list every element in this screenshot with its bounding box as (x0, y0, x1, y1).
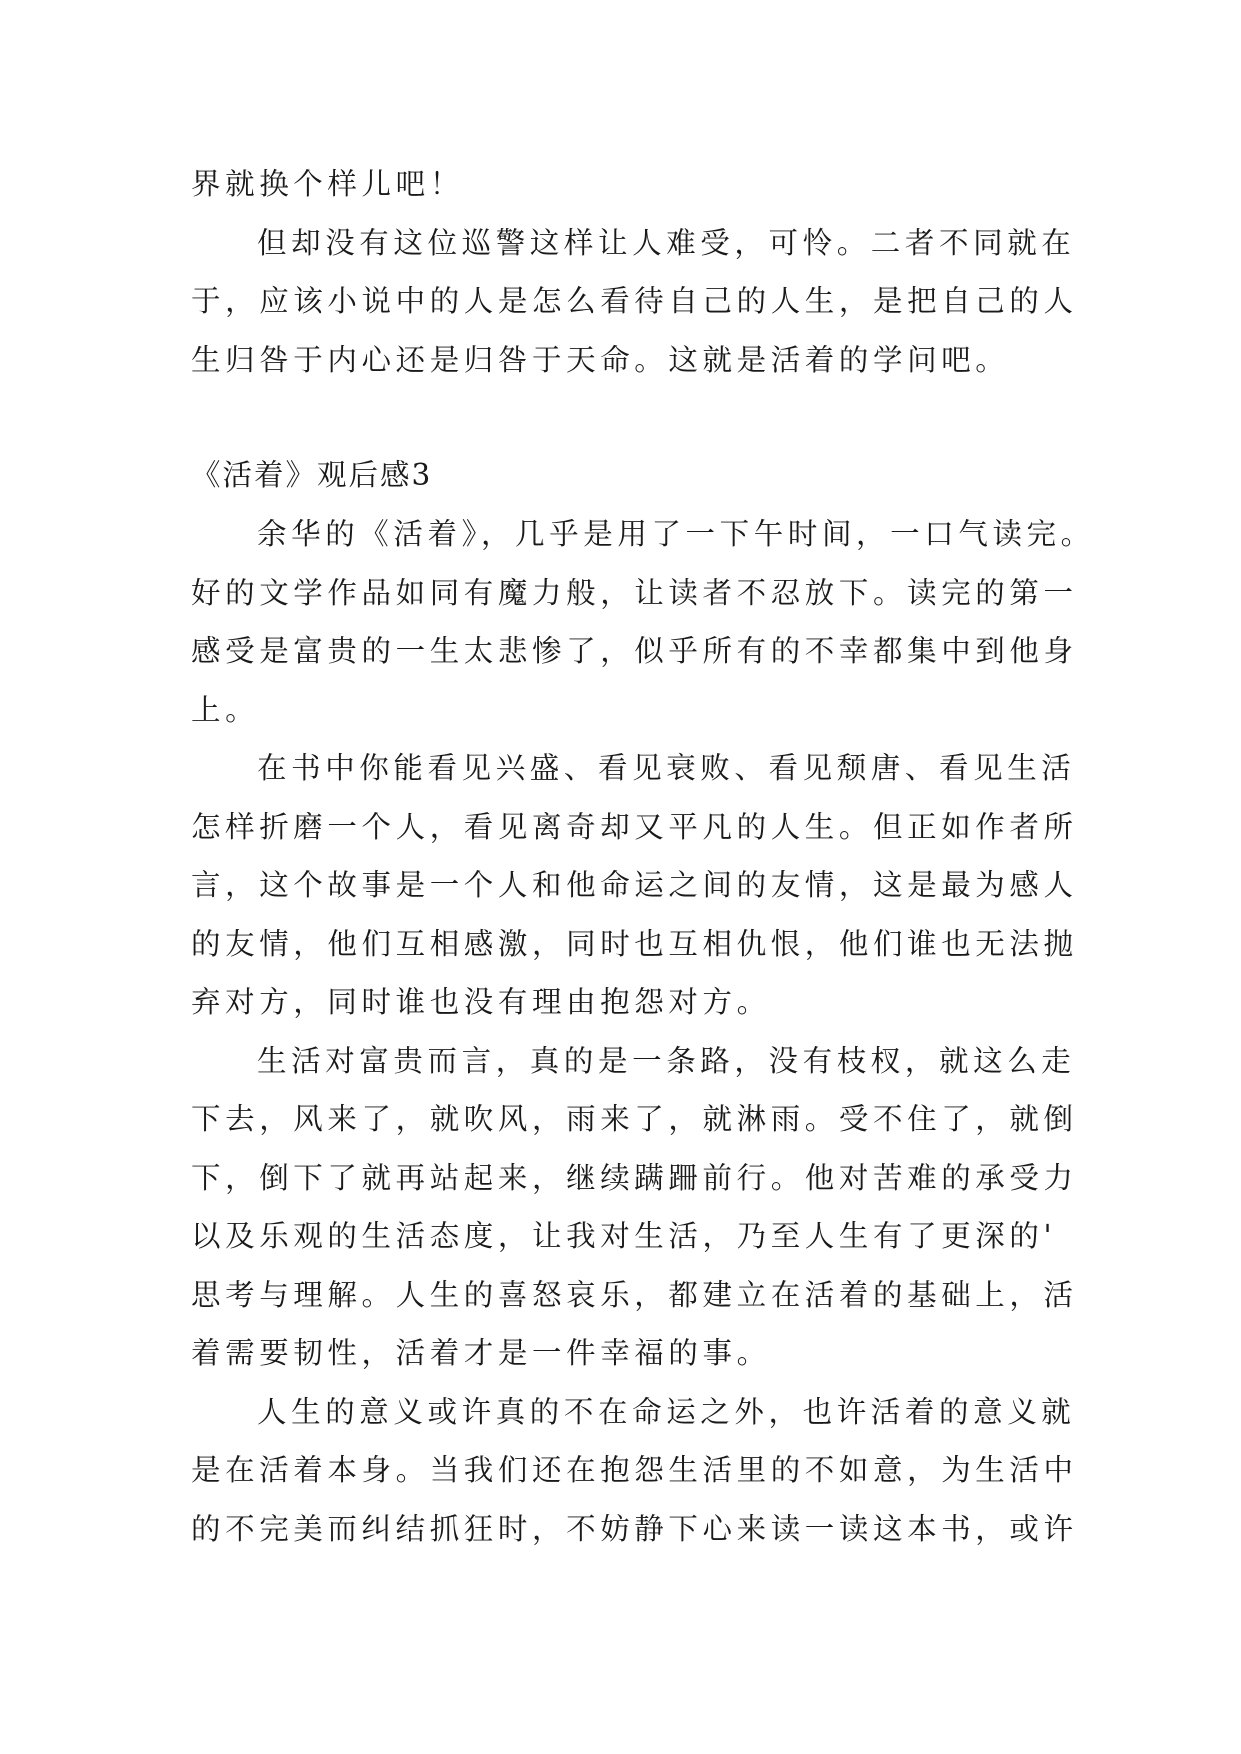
text-line: 下去，风来了，就吹风，雨来了，就淋雨。受不住了，就倒 (191, 1102, 1078, 1136)
section-heading: 《活着》观后感3 (191, 458, 433, 492)
text-line: 但却没有这位巡警这样让人难受，可怜。二者不同就在 (257, 225, 1076, 260)
text-line: 界就换个样儿吧！ (191, 167, 464, 201)
text-line: 生归咎于内心还是归咎于天命。这就是活着的学问吧。 (191, 342, 1010, 377)
text-line: 怎样折磨一个人，看见离奇却又平凡的人生。但正如作者所 (191, 809, 1078, 844)
text-block-top (191, 155, 1078, 389)
text-line: 于，应该小说中的人是怎么看待自己的人生，是把自己的人 (191, 284, 1078, 318)
text-line: 人生的意义或许真的不在命运之外，也许活着的意义就 (257, 1394, 1076, 1429)
text-line: 生活对富贵而言，真的是一条路，没有枝杈，就这么走 (257, 1043, 1076, 1078)
text-line: 余华的《活着》，几乎是用了一下午时间，一口气读完。 (257, 517, 1095, 551)
text-line: 言，这个故事是一个人和他命运之间的友情，这是最为感人 (191, 868, 1078, 902)
text-line: 好的文学作品如同有魔力般，让读者不忍放下。读完的第一 (191, 575, 1078, 610)
text-line: 是在活着本身。当我们还在抱怨生活里的不如意，为生活中 (191, 1453, 1078, 1487)
text-line: 的友情，他们互相感激，同时也互相仇恨，他们谁也无法抛 (191, 926, 1078, 961)
text-line: 在书中你能看见兴盛、看见衰败、看见颓唐、看见生活 (257, 751, 1076, 785)
text-line: 下，倒下了就再站起来，继续蹒跚前行。他对苦难的承受力 (191, 1160, 1078, 1195)
text-line: 感受是富贵的一生太悲惨了，似乎所有的不幸都集中到他身 (191, 634, 1078, 668)
text-line: 上。 (191, 692, 260, 727)
text-line: 弃对方，同时谁也没有理由抱怨对方。 (191, 985, 771, 1019)
text-line: 着需要韧性，活着才是一件幸福的事。 (191, 1336, 771, 1370)
text-block-main (191, 505, 1095, 1558)
text-line: 以及乐观的生活态度，让我对生活，乃至人生有了更深的' (191, 1219, 1057, 1253)
text-line: 思考与理解。人生的喜怒哀乐，都建立在活着的基础上，活 (191, 1277, 1078, 1312)
text-line: 的不完美而纠结抓狂时，不妨静下心来读一读这本书，或许 (191, 1511, 1078, 1546)
